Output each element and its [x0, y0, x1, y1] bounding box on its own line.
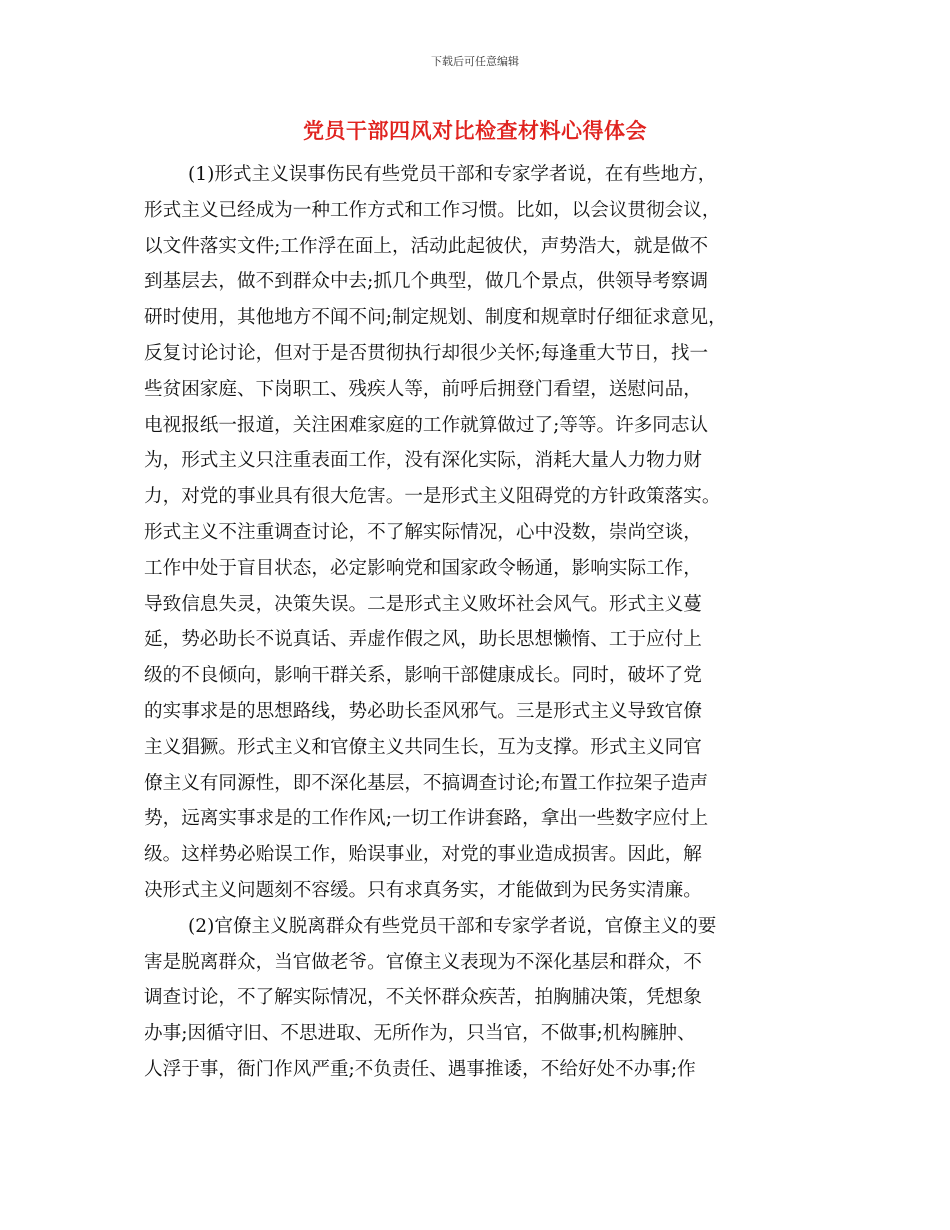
paragraph-line: 导致信息失灵，决策失误。二是形式主义败坏社会风气。形式主义蔓 [144, 593, 702, 615]
paragraph-line: 人浮于事，衙门作风严重;不负责任、遇事推诿，不给好处不办事;作 [144, 1058, 696, 1080]
paragraph-line: 反复讨论讨论，但对于是否贯彻执行却很少关怀;每逢重大节日，找一 [144, 342, 709, 364]
paragraph-line: 延，势必助长不说真话、弄虚作假之风，助长思想懒惰、工于应付上 [144, 629, 702, 651]
paragraph-line: 的实事求是的思想路线，势必助长歪风邪气。三是形式主义导致官僚 [144, 700, 702, 722]
paragraph-line: 形式主义不注重调查讨论，不了解实际情况，心中没数，崇尚空谈， [144, 521, 702, 543]
header-note: 下载后可任意编辑 [431, 55, 519, 68]
paragraph-line: 主义猖獗。形式主义和官僚主义共同生长，互为支撑。形式主义同官 [144, 736, 702, 758]
paragraph-line: 研时使用，其他地方不闻不问;制定规划、制度和规章时仔细征求意见， [144, 307, 727, 329]
paragraph-line: 以文件落实文件;工作浮在面上，活动此起彼伏，声势浩大，就是做不 [144, 235, 709, 257]
paragraph-line: 电视报纸一报道，关注困难家庭的工作就算做过了;等等。许多同志认 [144, 414, 709, 436]
paragraph-line: (2)官僚主义脱离群众有些党员干部和专家学者说，官僚主义的要 [188, 915, 717, 937]
paragraph-line: (1)形式主义误事伤民有些党员干部和专家学者说，在有些地方， [188, 164, 717, 185]
paragraph-line: 势，远离实事求是的工作作风;一切工作讲套路，拿出一些数字应付上 [144, 808, 709, 830]
paragraph-line: 形式主义已经成为一种工作方式和工作习惯。比如，以会议贯彻会议， [144, 199, 721, 221]
paragraph-line: 僚主义有同源性，即不深化基层，不搞调查讨论;布置工作拉架子造声 [144, 772, 709, 794]
paragraph-line: 调查讨论，不了解实际情况，不关怀群众疾苦，拍胸脯决策，凭想象 [144, 987, 702, 1009]
paragraph-line: 到基层去，做不到群众中去;抓几个典型，做几个景点，供领导考察调 [144, 271, 709, 293]
document-body [144, 157, 814, 1088]
paragraph-line: 级。这样势必贻误工作，贻误事业，对党的事业造成损害。因此，解 [144, 844, 702, 866]
paragraph-line: 办事;因循守旧、不思进取、无所作为，只当官，不做事;机构臃肿、 [144, 1023, 696, 1045]
paragraph-line: 级的不良倾向，影响干群关系，影响干部健康成长。同时，破坏了党 [144, 665, 702, 687]
paragraph-line: 工作中处于盲目状态，必定影响党和国家政令畅通，影响实际工作， [144, 557, 702, 579]
paragraph-line: 力，对党的事业具有很大危害。一是形式主义阻碍党的方针政策落实。 [144, 486, 721, 508]
paragraph-line: 害是脱离群众，当官做老爷。官僚主义表现为不深化基层和群众，不 [144, 951, 702, 973]
paragraph-line: 些贫困家庭、下岗职工、残疾人等，前呼后拥登门看望，送慰问品， [144, 378, 702, 400]
document-title: 党员干部四风对比检查材料心得体会 [303, 119, 647, 143]
paragraph-line: 决形式主义问题刻不容缓。只有求真务实，才能做到为民务实清廉。 [144, 879, 702, 901]
paragraph-line: 为，形式主义只注重表面工作，没有深化实际，消耗大量人力物力财 [144, 450, 702, 472]
